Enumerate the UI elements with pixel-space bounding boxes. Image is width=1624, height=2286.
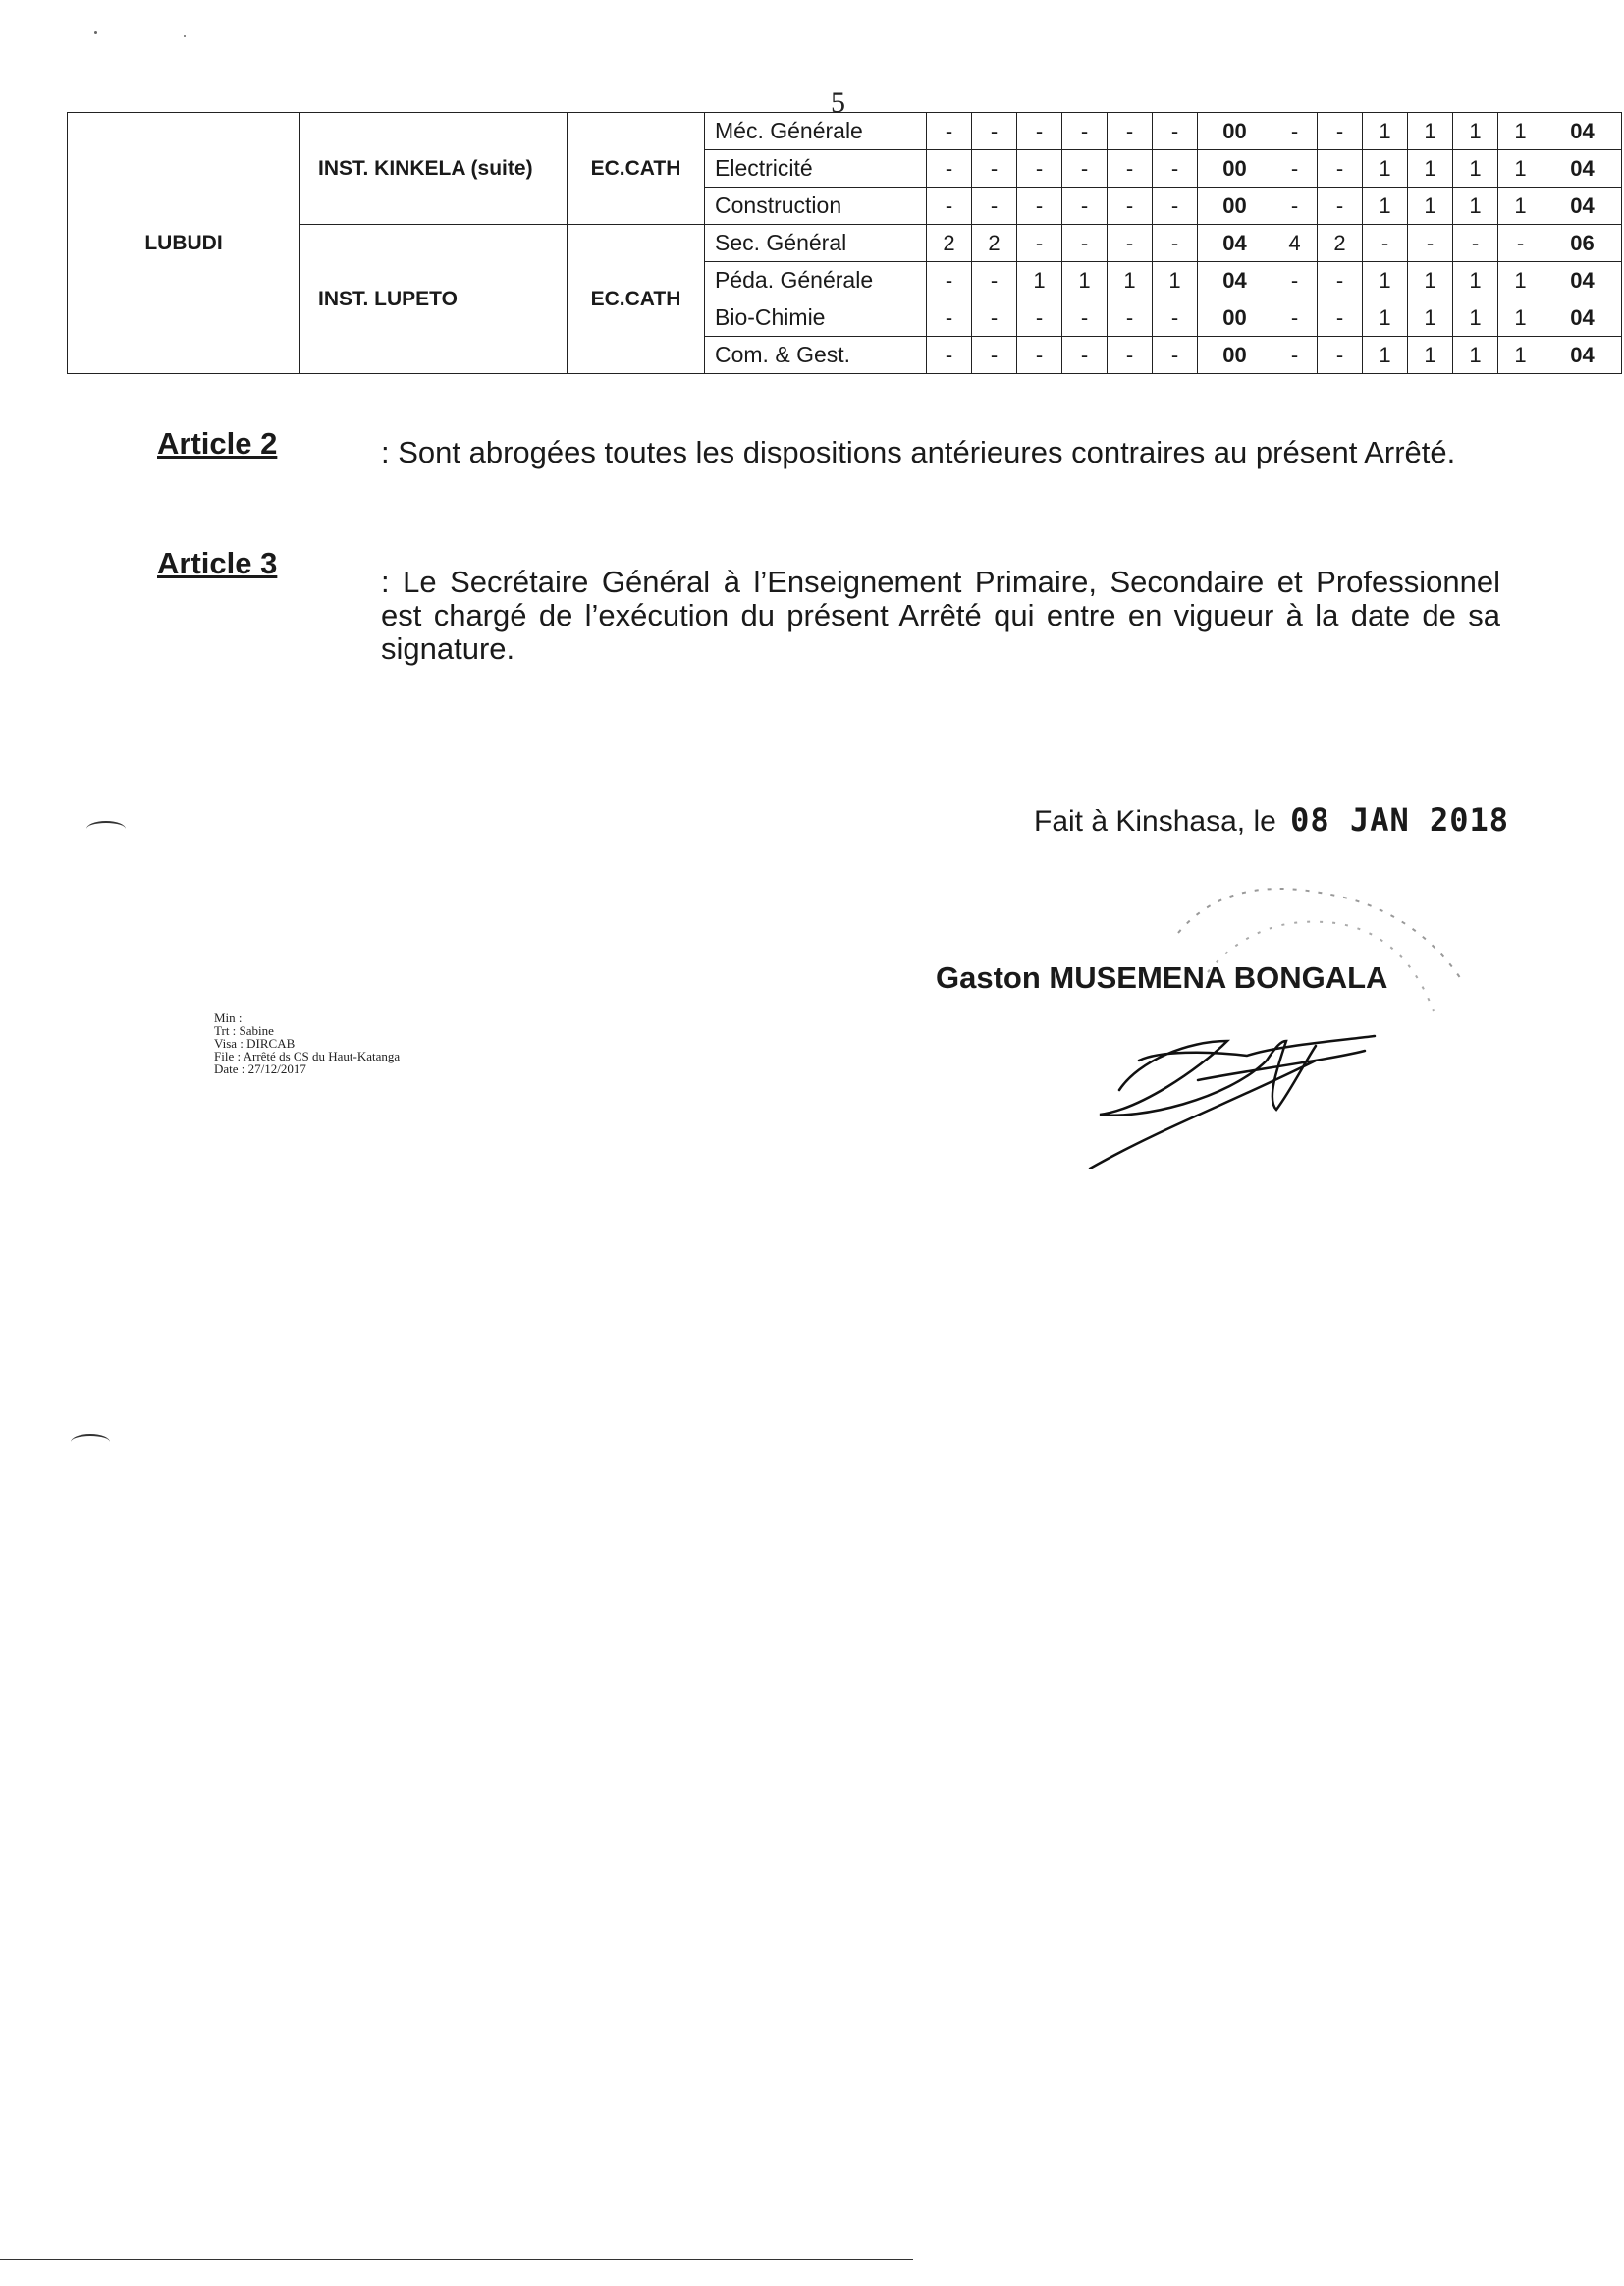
count-cell: - [1318,188,1363,225]
total-cell: 04 [1198,262,1272,299]
total-cell: 04 [1198,225,1272,262]
ref-file: File : Arrêté ds CS du Haut-Katanga [214,1049,401,1063]
count-cell: - [1153,225,1198,262]
option-cell: Méc. Générale [705,113,927,150]
count-cell: 1 [1453,113,1498,150]
count-cell: 1 [1408,337,1453,374]
place-and-date [1034,801,1509,839]
total-cell: 00 [1198,299,1272,337]
count-cell: 1 [1453,150,1498,188]
count-cell: - [1108,188,1153,225]
count-cell: 2 [1318,225,1363,262]
punch-hole-mark [86,821,126,837]
option-cell: Bio-Chimie [705,299,927,337]
count-cell: 1 [1363,299,1408,337]
count-cell: - [1017,225,1062,262]
total-cell: 00 [1198,150,1272,188]
count-cell: 1 [1453,299,1498,337]
count-cell: 1 [1453,262,1498,299]
count-cell: 1 [1408,188,1453,225]
reference-block [214,1011,400,1075]
count-cell: 1 [1498,188,1543,225]
option-cell: Sec. Général [705,225,927,262]
count-cell: - [1272,262,1318,299]
count-cell: - [1108,337,1153,374]
staffing-table [67,112,1622,374]
page-number: 5 [831,86,845,119]
table-row [68,113,1622,150]
count-cell: - [972,150,1017,188]
count-cell: 2 [972,225,1017,262]
count-cell: 1 [1408,150,1453,188]
count-cell: - [1272,299,1318,337]
count-cell: - [972,188,1017,225]
count-cell: - [1153,150,1198,188]
count-cell: - [927,150,972,188]
article-label: Article 2 [157,426,278,461]
count-cell: 4 [1272,225,1318,262]
count-cell: 1 [1153,262,1198,299]
count-cell: 1 [1017,262,1062,299]
total-cell: 04 [1543,337,1622,374]
signatory-name: Gaston MUSEMENA BONGALA [936,960,1388,995]
count-cell: 1 [1363,113,1408,150]
count-cell: - [1108,113,1153,150]
count-cell: 1 [1498,299,1543,337]
count-cell: - [1017,337,1062,374]
count-cell: - [1062,150,1108,188]
count-cell: - [1498,225,1543,262]
total-cell: 04 [1543,188,1622,225]
count-cell: 1 [1408,113,1453,150]
option-cell: Electricité [705,150,927,188]
count-cell: - [1318,262,1363,299]
count-cell: - [927,337,972,374]
count-cell: - [1318,150,1363,188]
handwritten-signature [1080,1002,1394,1169]
count-cell: - [1318,113,1363,150]
count-cell: - [1062,299,1108,337]
total-cell: 04 [1543,262,1622,299]
table-row [68,225,1622,262]
ref-visa: Visa : DIRCAB [214,1036,296,1051]
count-cell: - [1453,225,1498,262]
count-cell: - [1062,337,1108,374]
school-cell: INST. KINKELA (suite) [300,113,568,225]
count-cell: - [1272,188,1318,225]
network-cell: EC.CATH [568,225,705,374]
count-cell: - [1062,225,1108,262]
count-cell: 1 [1453,337,1498,374]
count-cell: - [972,299,1017,337]
place-prefix: Fait à Kinshasa, le [1034,805,1276,838]
scan-speck [184,35,186,37]
count-cell: 1 [1498,150,1543,188]
network-cell: EC.CATH [568,113,705,225]
count-cell: - [1108,225,1153,262]
count-cell: - [1062,113,1108,150]
count-cell: 1 [1363,188,1408,225]
date-stamp: 08 JAN 2018 [1290,801,1510,839]
count-cell: - [1108,150,1153,188]
region-cell: LUBUDI [68,113,300,374]
punch-hole-mark [71,1434,110,1449]
count-cell: - [1272,337,1318,374]
scan-speck [94,31,97,34]
count-cell: 2 [927,225,972,262]
count-cell: - [1363,225,1408,262]
count-cell: - [927,262,972,299]
count-cell: - [927,299,972,337]
total-cell: 00 [1198,337,1272,374]
total-cell: 04 [1543,113,1622,150]
count-cell: 1 [1498,262,1543,299]
count-cell: - [1108,299,1153,337]
option-cell: Com. & Gest. [705,337,927,374]
count-cell: 1 [1363,150,1408,188]
ref-date: Date : 27/12/2017 [214,1061,306,1076]
total-cell: 04 [1543,150,1622,188]
count-cell: - [1153,337,1198,374]
count-cell: - [1017,299,1062,337]
article-label: Article 3 [157,546,278,580]
ref-min: Min : [214,1010,243,1025]
total-cell: 00 [1198,113,1272,150]
count-cell: 1 [1363,262,1408,299]
count-cell: - [1017,188,1062,225]
total-cell: 06 [1543,225,1622,262]
article-text: : Le Secrétaire Général à l’Enseignement Primaire, Secondaire et Professionnel est chargé de l’exécution du présent Arrêté qui entre en vigueur à la date de sa signature. [381,565,1500,666]
count-cell: 1 [1498,337,1543,374]
count-cell: - [1318,299,1363,337]
count-cell: - [1017,150,1062,188]
count-cell: - [1272,150,1318,188]
count-cell: - [1318,337,1363,374]
option-cell: Péda. Générale [705,262,927,299]
article-text: : Sont abrogées toutes les dispositions antérieures contraires au présent Arrêté. [381,435,1456,469]
count-cell: 1 [1408,262,1453,299]
count-cell: - [927,113,972,150]
count-cell: 1 [1363,337,1408,374]
count-cell: - [927,188,972,225]
count-cell: - [1153,299,1198,337]
total-cell: 04 [1543,299,1622,337]
total-cell: 00 [1198,188,1272,225]
count-cell: - [1153,188,1198,225]
count-cell: - [1408,225,1453,262]
bottom-rule [0,2259,913,2260]
count-cell: - [972,113,1017,150]
count-cell: 1 [1453,188,1498,225]
school-cell: INST. LUPETO [300,225,568,374]
count-cell: 1 [1498,113,1543,150]
count-cell: - [972,337,1017,374]
count-cell: 1 [1062,262,1108,299]
count-cell: - [1272,113,1318,150]
ref-treated-by: Trt : Sabine [214,1023,274,1038]
count-cell: - [972,262,1017,299]
count-cell: 1 [1108,262,1153,299]
count-cell: - [1153,113,1198,150]
count-cell: - [1017,113,1062,150]
option-cell: Construction [705,188,927,225]
count-cell: 1 [1408,299,1453,337]
count-cell: - [1062,188,1108,225]
